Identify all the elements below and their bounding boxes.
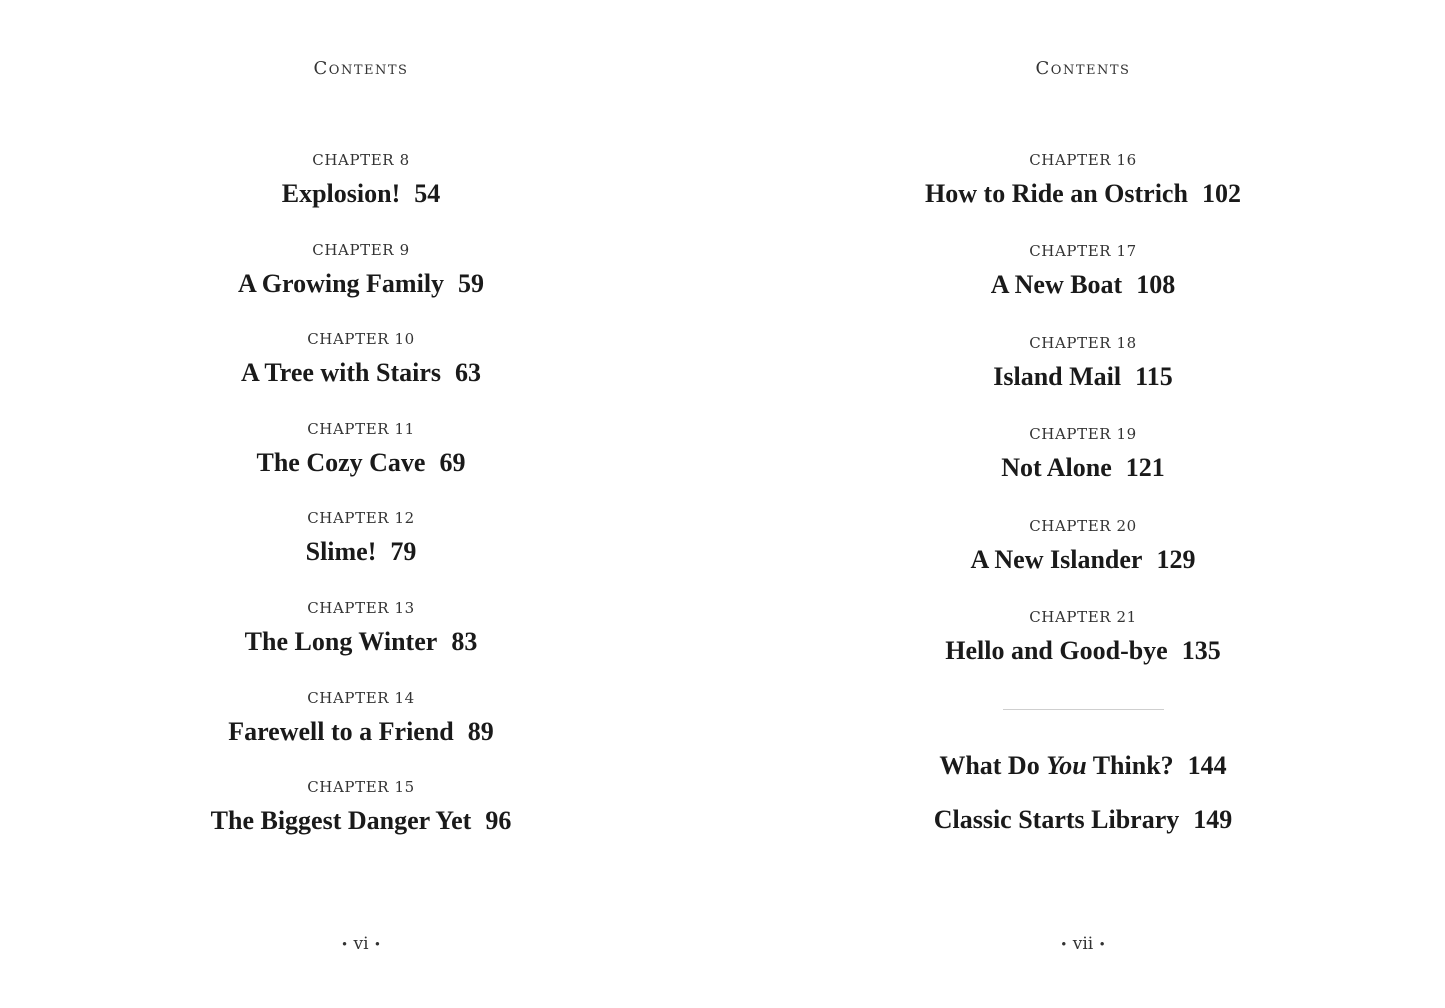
chapter-title: Explosion! xyxy=(281,179,401,208)
toc-entry xyxy=(722,607,1444,667)
chapter-label: CHAPTER 12 xyxy=(307,509,415,527)
chapter-title-line xyxy=(0,626,722,658)
bullet-icon: • xyxy=(373,937,381,952)
bullet-icon: • xyxy=(1060,937,1068,952)
page-number: 96 xyxy=(485,806,512,835)
section-divider xyxy=(1003,709,1164,710)
folio-number: vii xyxy=(1072,934,1094,954)
back-matter-title: Classic Starts Library xyxy=(933,805,1180,834)
page-number: 115 xyxy=(1135,362,1173,391)
page-folio xyxy=(0,934,722,954)
left-page xyxy=(0,0,722,1008)
bullet-icon: • xyxy=(340,937,349,952)
page-number: 135 xyxy=(1181,636,1221,665)
chapter-title: The Long Winter xyxy=(244,627,438,656)
toc-entry xyxy=(0,150,722,210)
chapter-title-line xyxy=(722,361,1444,393)
chapter-title: The Biggest Danger Yet xyxy=(210,806,472,835)
chapter-title: Farewell to a Friend xyxy=(228,717,454,746)
chapter-label: CHAPTER 17 xyxy=(1029,242,1137,260)
page-number: 59 xyxy=(458,269,485,298)
page-number: 79 xyxy=(390,537,417,566)
chapter-label: CHAPTER 16 xyxy=(1029,151,1137,169)
chapter-title-line xyxy=(722,452,1444,484)
toc-entry xyxy=(0,598,722,658)
bullet-icon: • xyxy=(1098,937,1106,952)
chapter-title-line xyxy=(0,178,722,210)
chapter-title-line xyxy=(0,268,722,300)
toc-entry xyxy=(0,240,722,300)
toc-entry xyxy=(722,333,1444,393)
folio-number: vi xyxy=(353,934,369,954)
toc-entry xyxy=(0,777,722,837)
toc-entry xyxy=(722,150,1444,210)
chapter-label: CHAPTER 21 xyxy=(1029,608,1137,626)
page-number: 83 xyxy=(451,627,478,656)
back-matter-entry xyxy=(722,750,1444,782)
chapter-title: A New Boat xyxy=(990,270,1123,299)
back-matter-title-before: What Do xyxy=(939,751,1047,780)
toc-entry xyxy=(722,241,1444,301)
chapter-title: Slime! xyxy=(305,537,377,566)
chapter-label: CHAPTER 8 xyxy=(312,151,410,169)
chapter-title: A Growing Family xyxy=(237,269,445,298)
chapter-label: CHAPTER 9 xyxy=(312,241,410,259)
back-matter-title-emphasis: You xyxy=(1046,751,1087,780)
chapter-label: CHAPTER 14 xyxy=(307,689,415,707)
running-head: Contents xyxy=(313,58,409,79)
chapter-title-line xyxy=(722,269,1444,301)
page-number: 54 xyxy=(414,179,441,208)
page-number: 108 xyxy=(1136,270,1176,299)
page-number: 149 xyxy=(1193,805,1233,834)
running-head: Contents xyxy=(1035,58,1131,79)
page-number: 69 xyxy=(439,448,466,477)
chapter-label: CHAPTER 10 xyxy=(307,330,415,348)
chapter-title-line xyxy=(722,178,1444,210)
page-folio xyxy=(722,934,1444,954)
toc-entry xyxy=(722,424,1444,484)
chapter-title: How to Ride an Ostrich xyxy=(925,179,1188,208)
chapter-title-line xyxy=(722,635,1444,667)
page-number: 102 xyxy=(1201,179,1241,208)
page-number: 89 xyxy=(467,717,494,746)
chapter-title: A New Islander xyxy=(970,545,1143,574)
page-number: 144 xyxy=(1187,751,1227,780)
page-number: 121 xyxy=(1125,453,1165,482)
page-number: 129 xyxy=(1156,545,1196,574)
chapter-label: CHAPTER 18 xyxy=(1029,334,1137,352)
chapter-title: Hello and Good-bye xyxy=(945,636,1168,665)
chapter-title-line xyxy=(0,357,722,389)
chapter-title-line xyxy=(0,536,722,568)
right-page xyxy=(722,0,1444,1008)
toc-entry xyxy=(722,516,1444,576)
toc-entry xyxy=(0,329,722,389)
chapter-title-line xyxy=(0,805,722,837)
chapter-title: Not Alone xyxy=(1001,453,1112,482)
chapter-title-line xyxy=(0,447,722,479)
chapter-label: CHAPTER 13 xyxy=(307,599,415,617)
chapter-label: CHAPTER 15 xyxy=(307,778,415,796)
back-matter-entry xyxy=(722,804,1444,836)
chapter-label: CHAPTER 20 xyxy=(1029,517,1137,535)
toc-entry xyxy=(0,688,722,748)
chapter-label: CHAPTER 11 xyxy=(307,420,415,438)
chapter-label: CHAPTER 19 xyxy=(1029,425,1137,443)
chapter-title: Island Mail xyxy=(993,362,1122,391)
chapter-title-line xyxy=(722,544,1444,576)
page-number: 63 xyxy=(455,358,482,387)
chapter-title-line xyxy=(0,716,722,748)
toc-entry xyxy=(0,419,722,479)
chapter-title: A Tree with Stairs xyxy=(240,358,442,387)
toc-entry xyxy=(0,508,722,568)
chapter-title: The Cozy Cave xyxy=(256,448,426,477)
back-matter-title-after: Think? xyxy=(1086,751,1174,780)
